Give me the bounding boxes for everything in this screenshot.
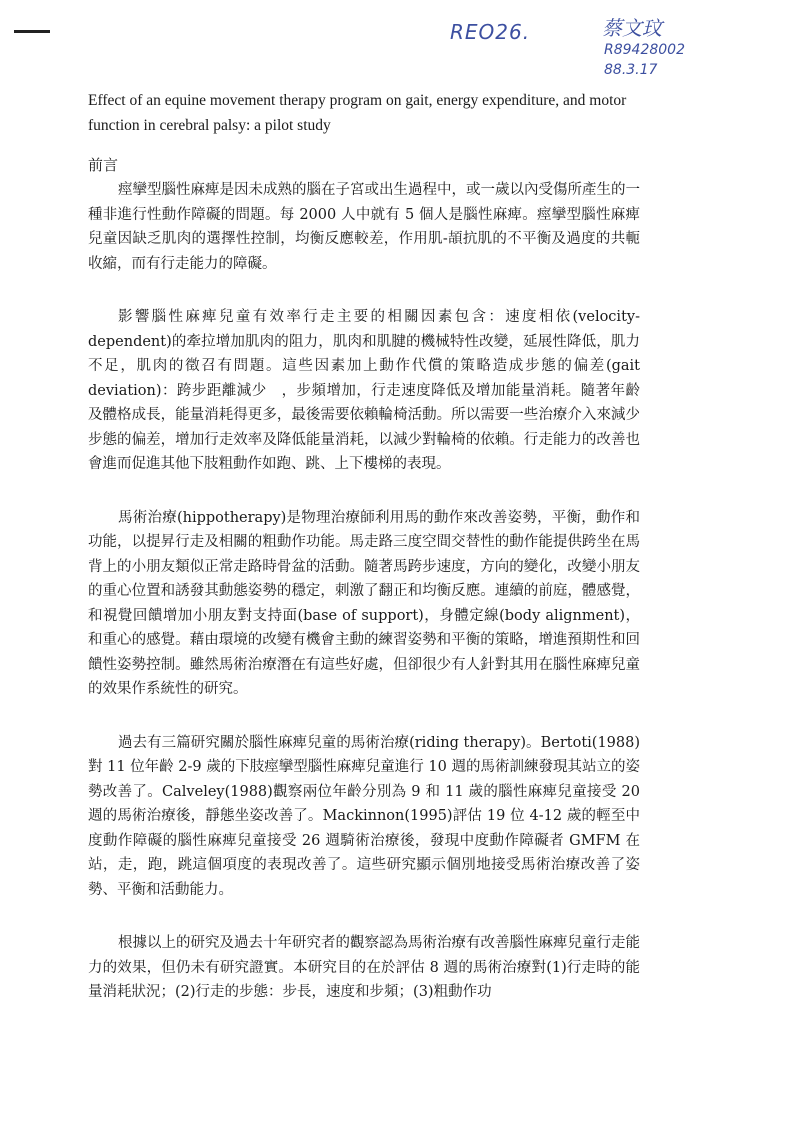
handwritten-student-id: R89428002 [604, 42, 685, 58]
page-edge-mark [14, 30, 50, 33]
paragraph-prior-studies: 過去有三篇研究關於腦性麻痺兒童的馬術治療(riding therapy)。Bertoti(1988)對 11 位年齡 2-9 歲的下肢痙攣型腦性麻痺兒童進行 10 週的馬術訓練發現其站立的姿勢改善了。Calveley(1988)觀察兩位年齡分別為 9 和 11 歲的腦性麻痺兒童接受 20 週的馬術治療後，靜態坐姿改善了。Mackinnon(1995)評估 19 位 4-12 歲的輕至中度動作障礙的腦性麻痺兒童接受 26 週騎術治療後，發現中度動作障礙者 GMFM 在站，走，跑，跳這個項度的表現改善了。這些研究顯示個別地接受馬術治療改善了姿勢、平衡和活動能力。 [88, 734, 640, 898]
handwritten-code: REO26. [450, 20, 531, 44]
document-title: Effect of an equine movement therapy program on gait, energy expenditure, and motor function in cerebral palsy: a pilot study [88, 92, 627, 134]
handwritten-date: 88.3.17 [604, 62, 658, 78]
paragraph-factors: 影響腦性麻痺兒童有效率行走主要的相關因素包含：速度相依(velocity-dependent)的牽拉增加肌肉的阻力，肌肉和肌腱的機械特性改變，延展性降低，肌力不足，肌肉的徵召有問題。這些因素加上動作代償的策略造成步態的偏差(gait deviation)：跨步距離減少 ，步頻增加，行走速度降低及增加能量消耗。隨著年齡及體格成長，能量消耗得更多，最後需要依賴輪椅活動。所以需要一些治療介入來減少步態的偏差，增加行走效率及降低能量消耗，以減少對輪椅的依賴。行走能力的改善也會進而促進其他下肢粗動作如跑、跳、上下樓梯的表現。 [88, 309, 640, 472]
section-heading: 前言 [88, 156, 119, 174]
handwritten-name: 蔡文玟 [602, 16, 662, 40]
body-text [88, 178, 640, 1034]
paragraph-intro: 痙攣型腦性麻痺是因未成熟的腦在子宮或出生過程中，或一歲以內受傷所產生的一種非進行性動作障礙的問題。每 2000 人中就有 5 個人是腦性麻痺。痙攣型腦性麻痺兒童因缺乏肌肉的選擇性控制，均衡反應較差，作用肌-頡抗肌的不平衡及過度的共軛收縮，而有行走能力的障礙。 [88, 182, 640, 272]
paragraph-hippotherapy: 馬術治療(hippotherapy)是物理治療師利用馬的動作來改善姿勢，平衡，動作和功能，以提昇行走及相關的粗動作功能。馬走路三度空間交替性的動作能提供跨坐在馬背上的小朋友類似正常走路時骨盆的活動。隨著馬跨步速度，方向的變化，改變小朋友的重心位置和誘發其動態姿勢的穩定，刺激了翻正和均衡反應。連續的前庭，體感覺，和視覺回饋增加小朋友對支持面(base of support)，身體定線(body alignment)，和重心的感覺。藉由環境的改變有機會主動的練習姿勢和平衡的策略，增進預期性和回饋性姿勢控制。雖然馬術治療潛在有這些好處，但卻很少有人針對其用在腦性麻痺兒童的效果作系統性的研究。 [88, 509, 640, 697]
paragraph-purpose: 根據以上的研究及過去十年研究者的觀察認為馬術治療有改善腦性麻痺兒童行走能力的效果，但仍未有研究證實。本研究目的在於評估 8 週的馬術治療對(1)行走時的能量消耗狀況；(2)行走的步態：步長，速度和步頻；(3)粗動作功 [88, 935, 640, 1000]
